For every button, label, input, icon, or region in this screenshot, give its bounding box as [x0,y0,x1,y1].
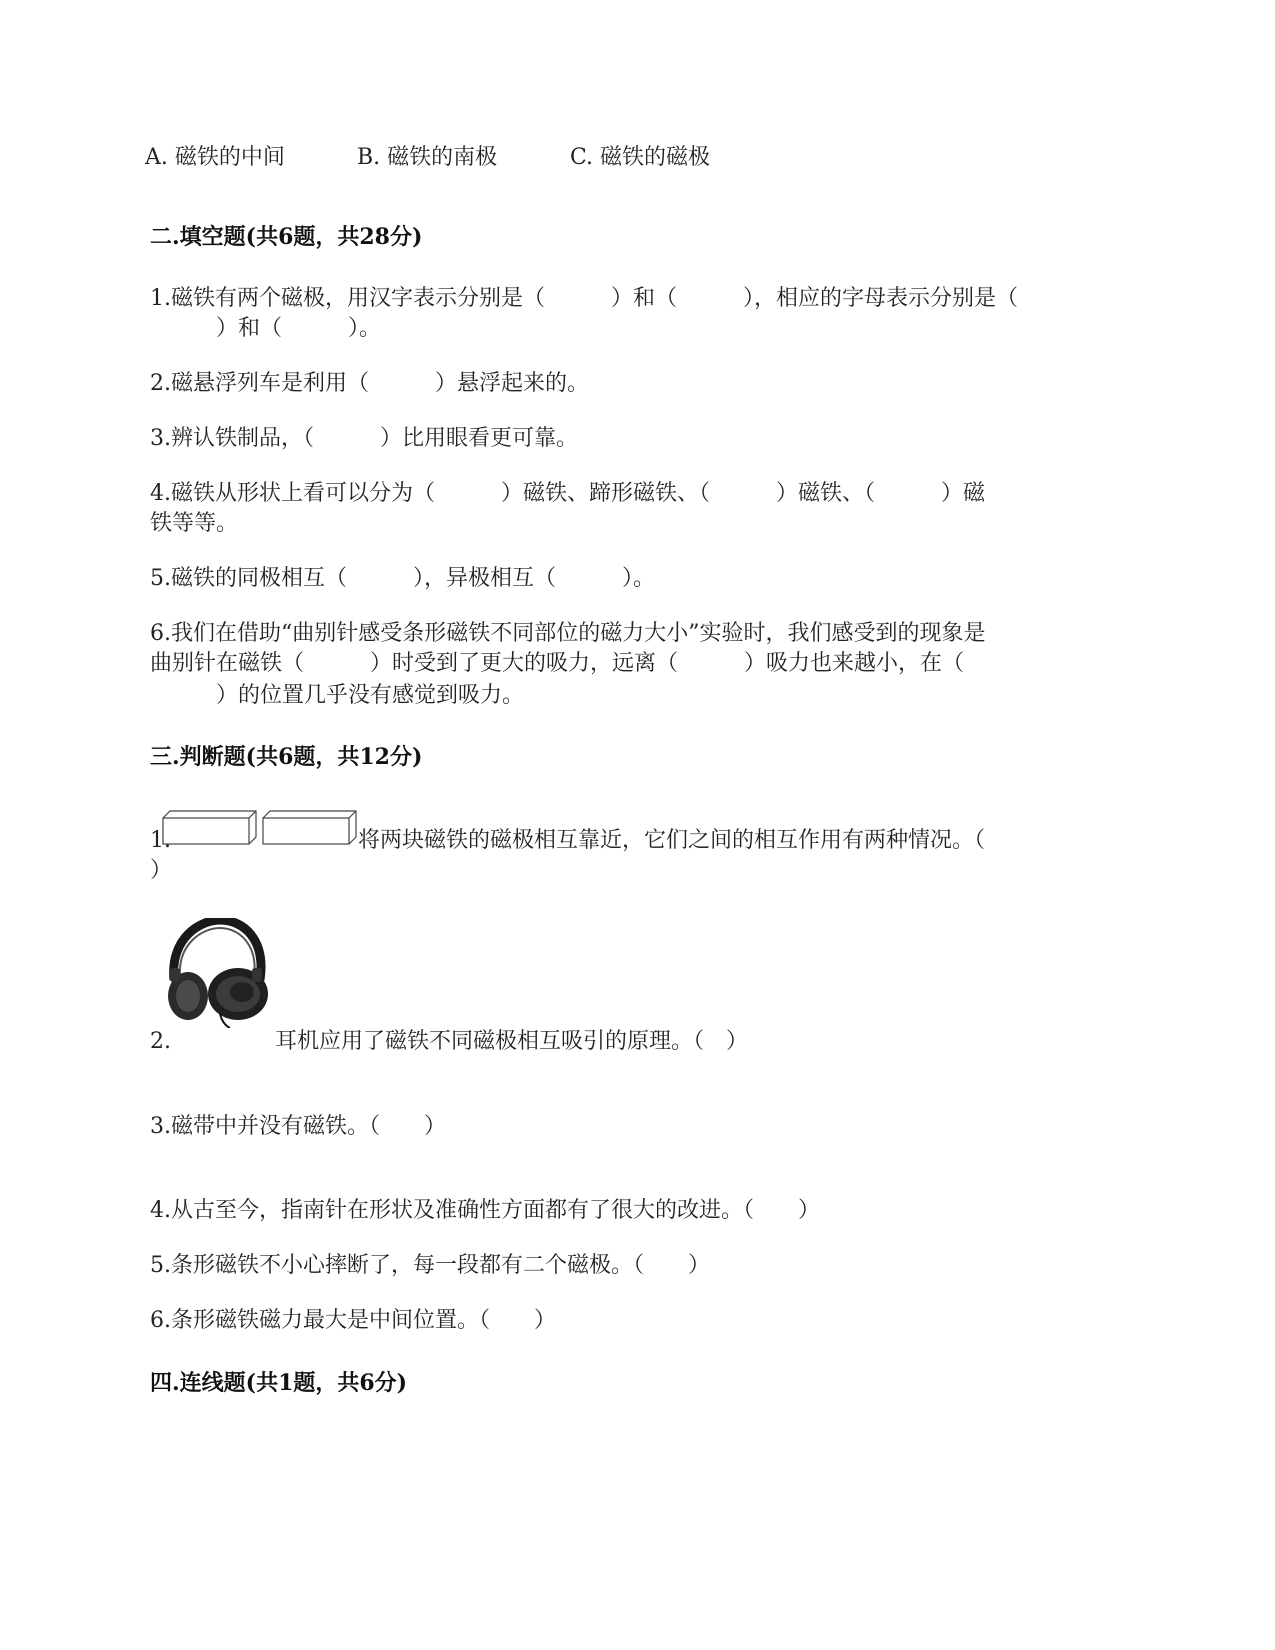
judge-q2-text: 耳机应用了磁铁不同磁极相互吸引的原理。（ ） [275,1029,749,1054]
fill-q4-line1: 4.磁铁从形状上看可以分为（ ）磁铁、蹄形磁铁、（ ）磁铁、（ ）磁 [150,481,985,506]
judge-q4: 4.从古至今，指南针在形状及准确性方面都有了很大的改进。（ ） [150,1198,820,1223]
judge-q1-line2: ） [150,858,173,883]
two-bar-magnets-icon [162,810,357,846]
section-2-heading: 二.填空题(共6题，共28分) [150,224,423,250]
fill-q5: 5.磁铁的同极相互（ ），异极相互（ ）。 [150,566,655,591]
judge-q1-number: 1. [150,828,171,853]
fill-q1-line1: 1.磁铁有两个磁极，用汉字表示分别是（ ）和（ ），相应的字母表示分别是（ [150,286,1018,311]
judge-q2-number: 2. [150,1029,171,1054]
fill-q4-line2: 铁等等。 [150,511,239,536]
fill-q1-line2: ）和（ ）。 [150,316,382,341]
option-b: B. 磁铁的南极 [357,145,498,170]
headphones-icon [160,918,272,1028]
section-3-heading: 三.判断题(共6题，共12分) [150,744,423,770]
fill-q6-line3: ）的位置几乎没有感觉到吸力。 [150,683,525,708]
section-4-heading: 四.连线题(共1题，共6分) [150,1370,408,1396]
fill-q6-line1: 6.我们在借助“曲别针感受条形磁铁不同部位的磁力大小”实验时，我们感受到的现象是 [150,621,986,646]
option-a: A. 磁铁的中间 [145,145,285,170]
fill-q6-line2: 曲别针在磁铁（ ）时受到了更大的吸力，远离（ ）吸力也来越小，在（ [150,651,965,676]
judge-q5: 5.条形磁铁不小心摔断了，每一段都有二个磁极。（ ） [150,1253,710,1278]
judge-q6: 6.条形磁铁磁力最大是中间位置。（ ） [150,1308,556,1333]
fill-q3: 3.辨认铁制品，（ ）比用眼看更可靠。 [150,426,578,451]
option-c: C. 磁铁的磁极 [570,145,711,170]
judge-q1-text: 将两块磁铁的磁极相互靠近，它们之间的相互作用有两种情况。（ [358,828,986,853]
judge-q3: 3.磁带中并没有磁铁。（ ） [150,1114,446,1139]
fill-q2: 2.磁悬浮列车是利用（ ）悬浮起来的。 [150,371,589,396]
